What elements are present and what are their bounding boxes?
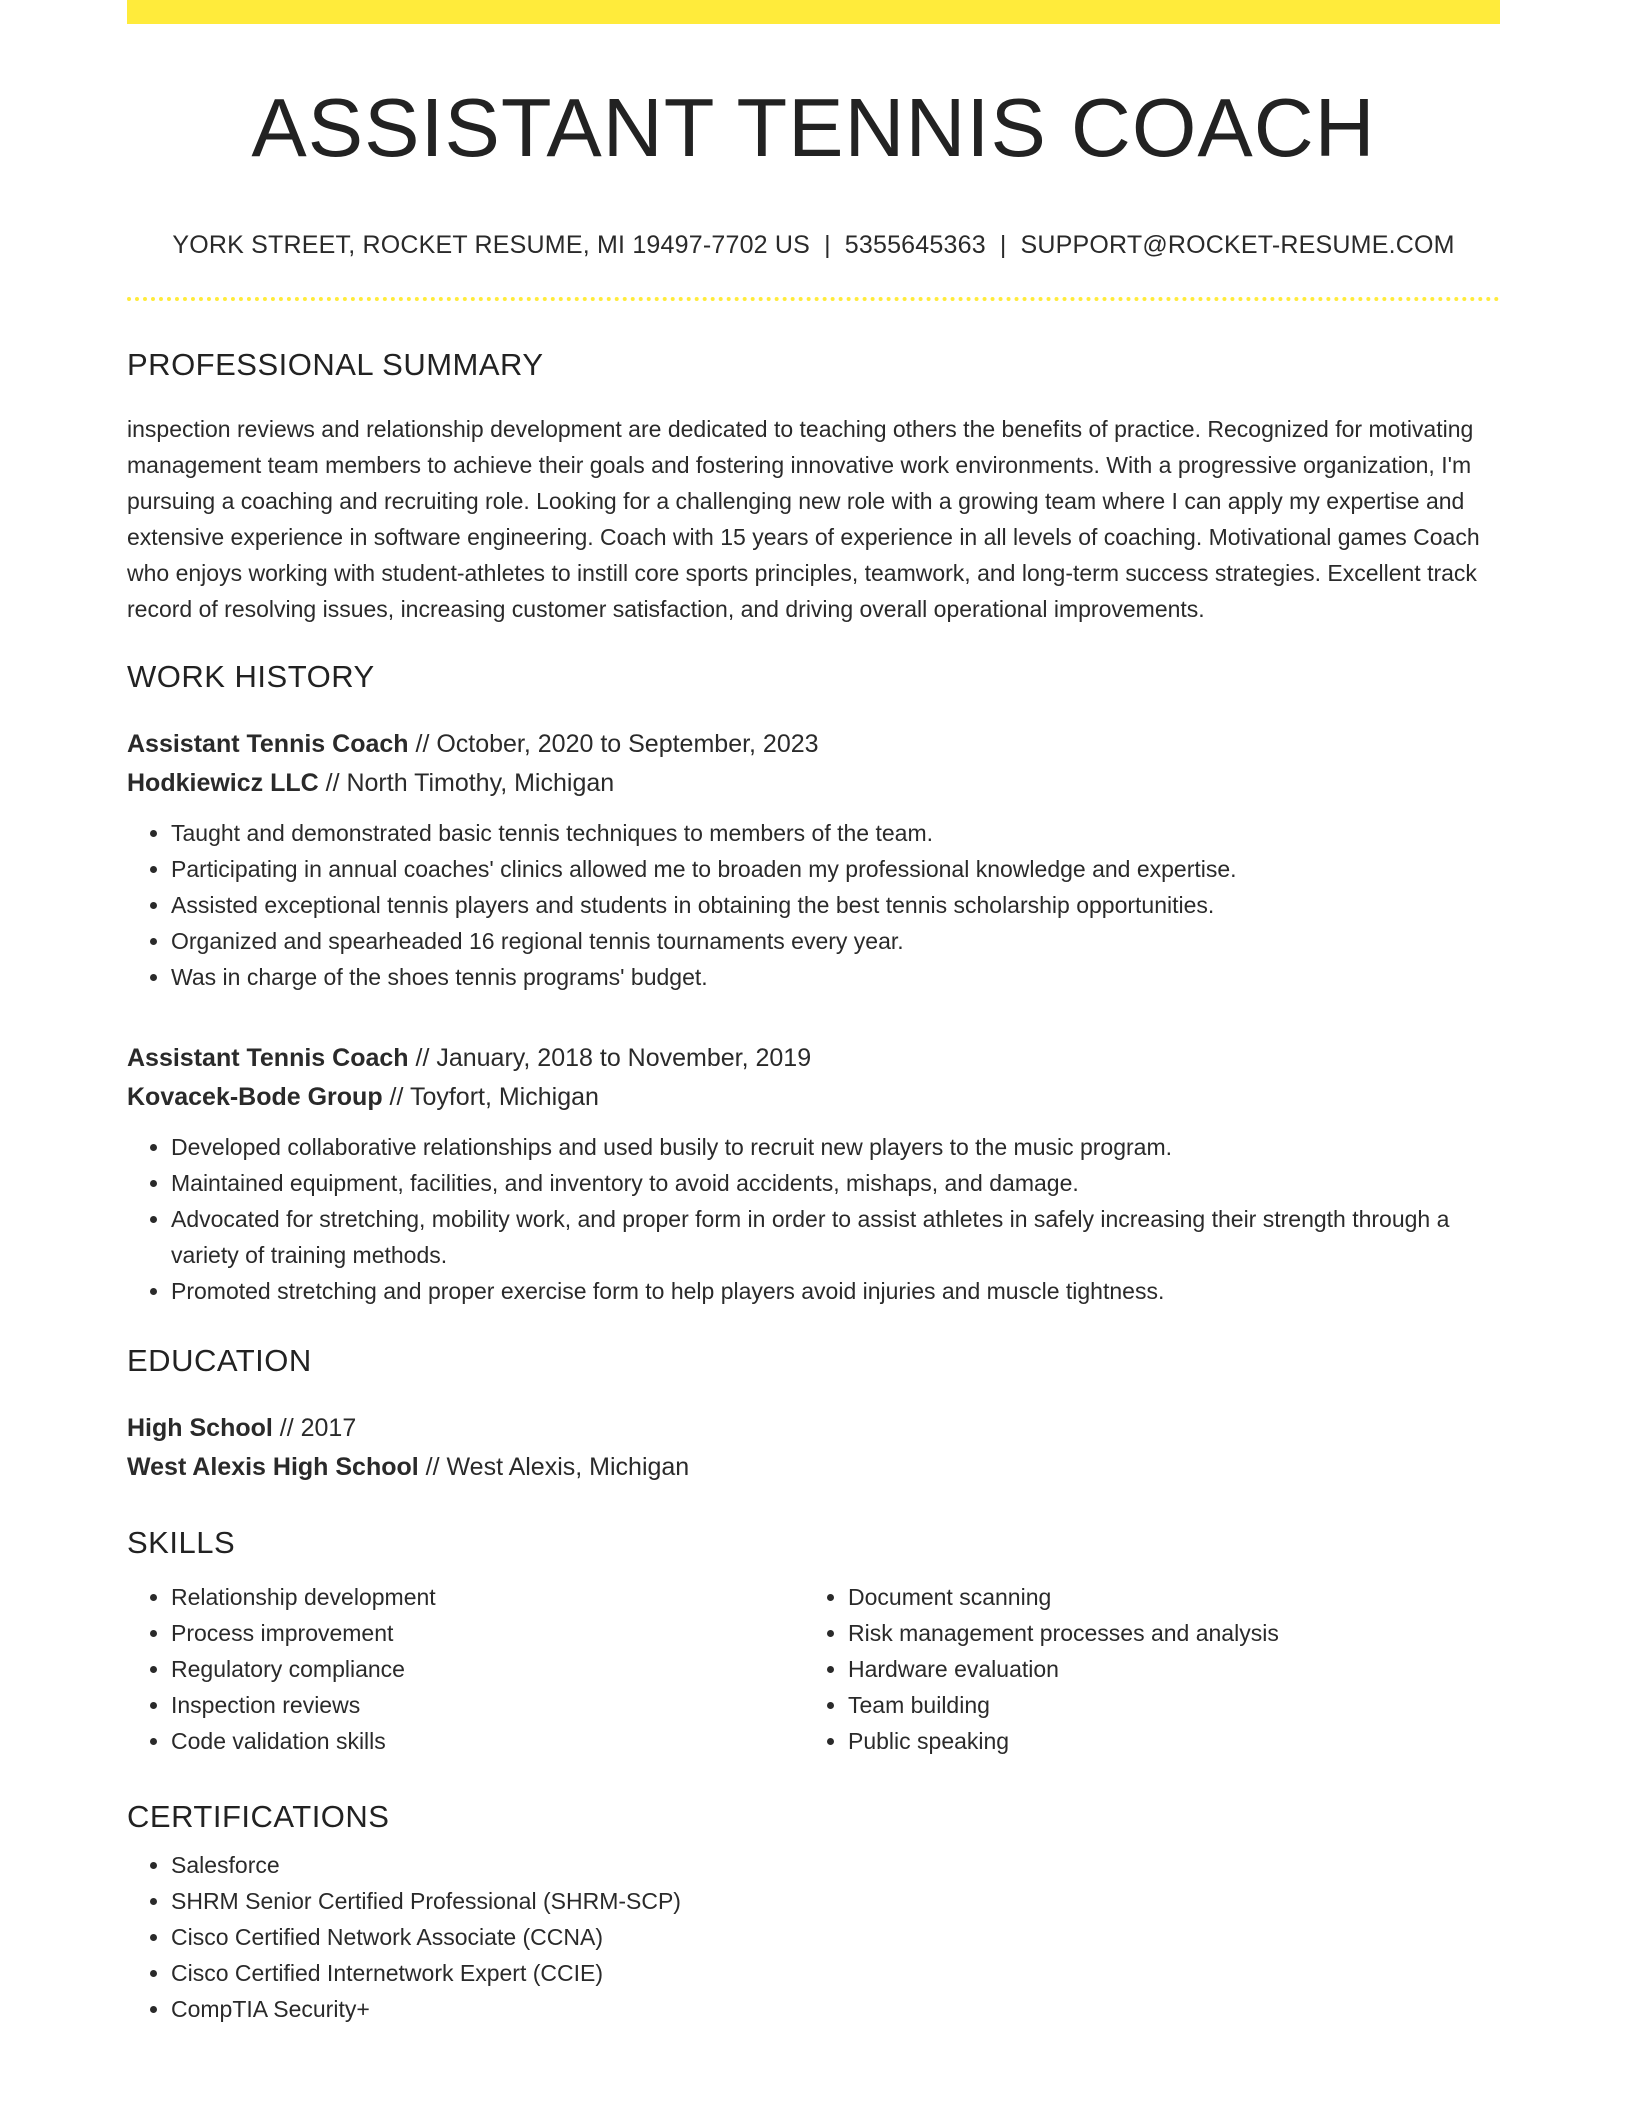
list-item: • Developed collaborative relationships and used busily to recruit new players to the music program. [171,1129,1500,1165]
job-company: Hodkiewicz LLC [127,769,319,798]
resume-page [127,0,1500,2027]
education-school-line [127,1448,1500,1487]
education-degree: High School [127,1414,273,1443]
list-item: • Maintained equipment, facilities, and inventory to avoid accidents, mishaps, and damage. [171,1165,1500,1201]
job-entry [127,725,1500,995]
phone: 5355645363 [844,231,986,260]
job-title: Assistant Tennis Coach [127,1044,409,1073]
section-heading-education: EDUCATION [127,1343,312,1379]
job-entry [127,1039,1500,1309]
job-title-line [127,725,1500,764]
education-degree-line [127,1409,1500,1448]
list-item: • SHRM Senior Certified Professional (SHRM-SCP) [171,1883,1500,1919]
list-item: • Salesforce [171,1847,1500,1883]
job-company-line [127,1078,1500,1117]
list-item: • Hardware evaluation [848,1651,1481,1687]
list-item: • Document scanning [848,1579,1481,1615]
contact-separator: | [999,231,1007,260]
list-item: • Promoted stretching and proper exercise form to help players avoid injuries and muscle tightness. [171,1273,1500,1309]
list-item: • Process improvement [171,1615,804,1651]
education-location: // West Alexis, Michigan [418,1453,690,1482]
job-dates: // October, 2020 to September, 2023 [408,730,819,759]
list-item: • Assisted exceptional tennis players and students in obtaining the best tennis scholarship opportunities. [171,887,1500,923]
certifications-list [127,1847,1500,2027]
job-bullets [127,1129,1500,1309]
dotted-divider [127,297,1500,301]
section-heading-skills: SKILLS [127,1525,236,1561]
section-heading-work-history: WORK HISTORY [127,659,375,695]
contact-separator: | [824,231,831,260]
education-year: // 2017 [272,1414,357,1443]
job-dates: // January, 2018 to November, 2019 [408,1044,812,1073]
section-heading-summary: PROFESSIONAL SUMMARY [127,347,544,383]
email-link[interactable]: SUPPORT@ROCKET-RESUME.COM [1020,231,1455,260]
list-item: • Inspection reviews [171,1687,804,1723]
list-item: • Was in charge of the shoes tennis programs' budget. [171,959,1500,995]
list-item: • Regulatory compliance [171,1651,804,1687]
list-item: • Organized and spearheaded 16 regional tennis tournaments every year. [171,923,1500,959]
accent-top-bar [127,0,1500,24]
skills-grid [127,1579,1500,1759]
job-company: Kovacek-Bode Group [127,1083,383,1112]
list-item: • Risk management processes and analysis [848,1615,1481,1651]
list-item: • Cisco Certified Network Associate (CCNA) [171,1919,1500,1955]
list-item: • Team building [848,1687,1481,1723]
list-item: • Relationship development [171,1579,804,1615]
list-item: • Public speaking [848,1723,1481,1759]
list-item: • Participating in annual coaches' clinics allowed me to broaden my professional knowledge and expertise. [171,851,1500,887]
skills-column-left [127,1579,804,1759]
address: YORK STREET, ROCKET RESUME, MI 19497-7702 US [172,231,811,260]
list-item: • Code validation skills [171,1723,804,1759]
list-item: • Advocated for stretching, mobility work, and proper form in order to assist athletes in safely increasing their strength through a variety of training methods. [171,1201,1500,1273]
job-location: // Toyfort, Michigan [382,1083,599,1112]
skills-column-right [804,1579,1481,1759]
list-item: • CompTIA Security+ [171,1991,1500,2027]
list-item: • Taught and demonstrated basic tennis techniques to members of the team. [171,815,1500,851]
job-title: Assistant Tennis Coach [127,730,409,759]
job-title-line [127,1039,1500,1078]
job-location: // North Timothy, Michigan [318,769,615,798]
section-heading-certifications: CERTIFICATIONS [127,1799,390,1835]
list-item: • Cisco Certified Internetwork Expert (CCIE) [171,1955,1500,1991]
job-bullets [127,815,1500,995]
education-school: West Alexis High School [127,1453,419,1482]
job-company-line [127,764,1500,803]
education-entry [127,1409,1500,1487]
contact-line [127,231,1500,260]
resume-title: ASSISTANT TENNIS COACH [251,81,1376,174]
summary-text: inspection reviews and relationship development are dedicated to teaching others the benefits of practice. Recognized for motivating management team members to achieve their goals and fostering innovative work environments. With a progressive organization, I'm pursuing a coaching and recruiting role. Looking for a challenging new role with a growing team where I can apply my expertise and extensive experience in software engineering. Coach with 15 years of experience in all levels of coaching. Motivational games Coach who enjoys working with student-athletes to instill core sports principles, teamwork, and long-term success strategies. Excellent track record of resolving issues, increasing customer satisfaction, and driving overall operational improvements. [127,416,1480,623]
